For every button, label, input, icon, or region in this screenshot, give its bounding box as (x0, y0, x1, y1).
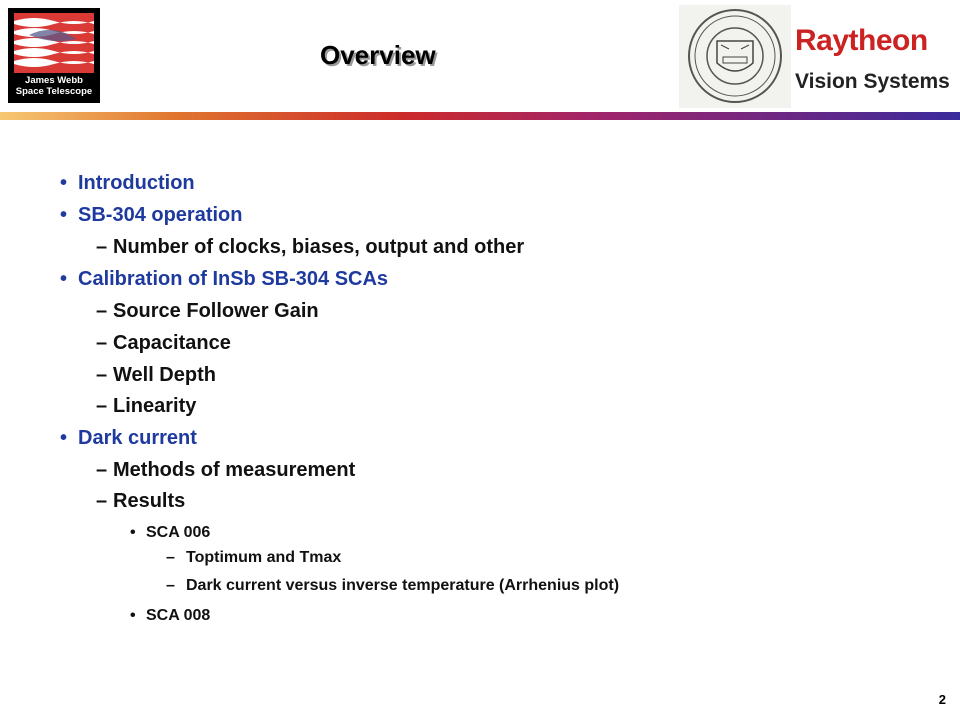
outline-bullet: • (130, 607, 136, 624)
outline-bullet: – (96, 364, 108, 386)
university-seal (679, 5, 791, 108)
outline-text: Toptimum and Tmax (186, 549, 342, 566)
outline-bullet: – (166, 577, 175, 594)
outline-item (96, 300, 319, 323)
outline-item (130, 607, 210, 625)
raytheon-division: Vision Systems (795, 70, 950, 93)
outline-bullet: • (60, 268, 68, 290)
jwst-logo-icon (14, 13, 94, 73)
outline-bullet: – (96, 395, 108, 417)
header-gradient-rule (0, 112, 960, 120)
outline-bullet: – (96, 236, 108, 258)
outline-item (96, 395, 196, 418)
outline-bullet: • (60, 204, 68, 226)
outline-text: SB-304 operation (78, 204, 243, 226)
outline-text: Well Depth (113, 364, 216, 386)
outline-text: Introduction (78, 172, 195, 194)
outline-text: Source Follower Gain (113, 300, 319, 322)
outline-bullet: • (130, 524, 136, 541)
jwst-logo (8, 8, 100, 103)
outline-bullet: • (60, 427, 68, 449)
outline-item (60, 427, 197, 450)
outline-item (130, 524, 210, 542)
outline-item (96, 490, 185, 513)
outline-bullet: • (60, 172, 68, 194)
outline-text: Capacitance (113, 332, 231, 354)
outline-bullet: – (166, 549, 175, 566)
outline-text: Linearity (113, 395, 197, 417)
outline-bullet: – (96, 300, 108, 322)
page-title: Overview (320, 40, 436, 70)
page-number: 2 (938, 692, 946, 707)
outline-item (96, 364, 216, 387)
outline-item (60, 268, 388, 291)
outline-text: SCA 006 (146, 524, 211, 541)
jwst-logo-text (8, 75, 100, 97)
outline-text: Methods of measurement (113, 459, 356, 481)
outline-text: Results (113, 490, 186, 512)
jwst-logo-line-2: Space Telescope (15, 86, 93, 97)
outline-item (166, 577, 619, 595)
outline-text: Dark current versus inverse temperature (Arrhenius plot) (186, 577, 620, 594)
outline-item (96, 236, 524, 259)
jwst-logo-line-1: James Webb (25, 75, 83, 86)
outline-bullet: – (96, 490, 108, 512)
outline-text: Number of clocks, biases, output and other (113, 236, 525, 258)
outline-text: Dark current (78, 427, 197, 449)
outline-item (166, 549, 341, 567)
outline-bullet: – (96, 332, 108, 354)
outline-item (96, 459, 355, 482)
outline-item (60, 172, 195, 195)
university-seal-icon (679, 5, 791, 108)
outline-bullet: – (96, 459, 108, 481)
outline-text: Calibration of InSb SB-304 SCAs (78, 268, 389, 290)
outline-item (96, 332, 231, 355)
outline-item (60, 204, 242, 227)
raytheon-brand: Raytheon (795, 24, 928, 57)
outline-text: SCA 008 (146, 607, 211, 624)
